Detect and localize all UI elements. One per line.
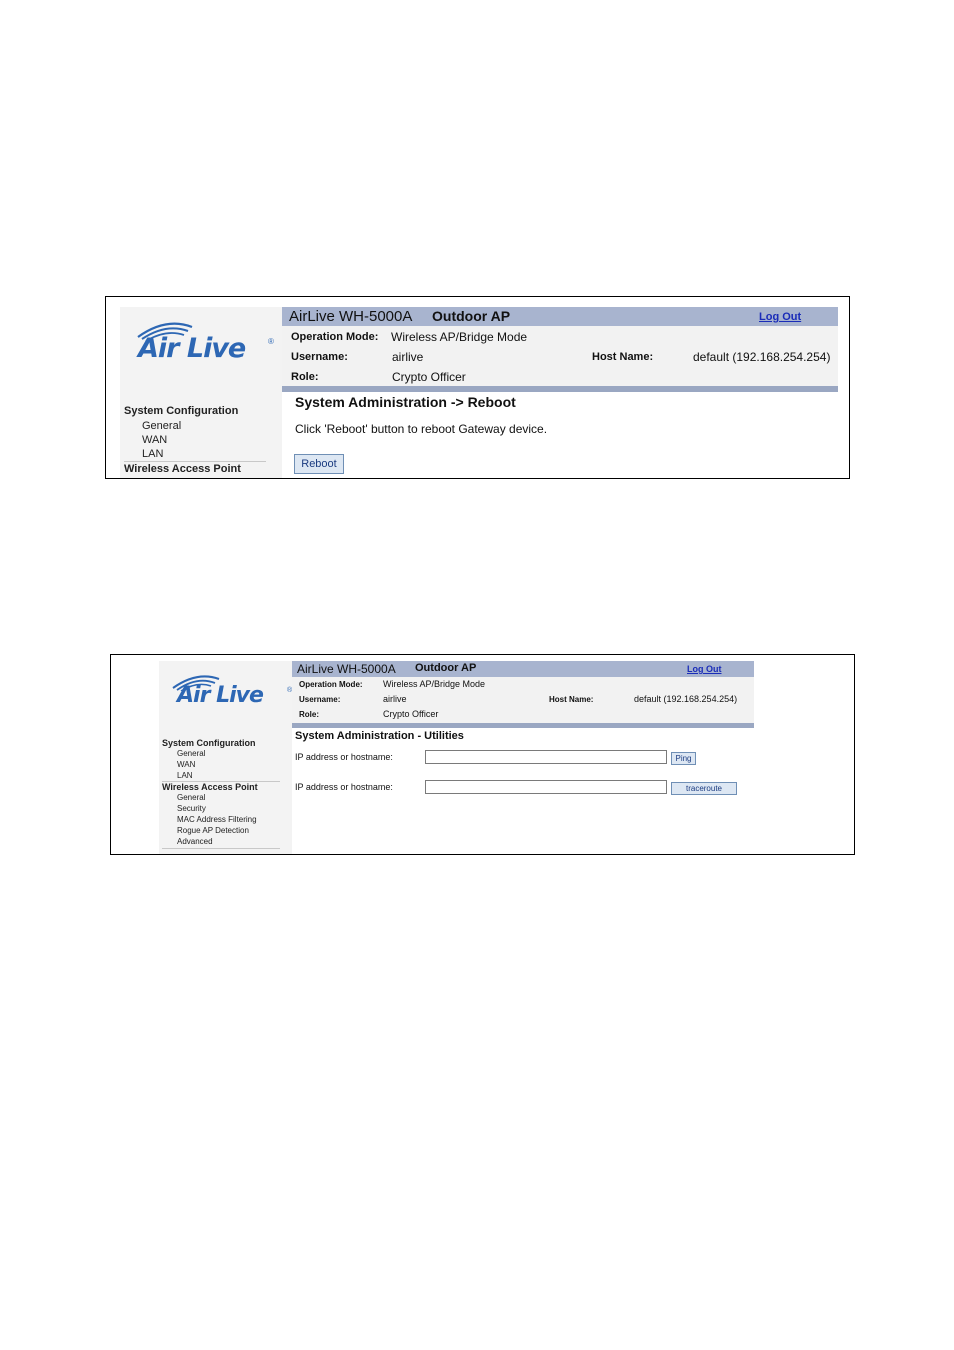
traceroute-host-label: IP address or hostname:	[295, 782, 393, 792]
nav-item-mac-address-filtering[interactable]: MAC Address Filtering	[177, 815, 257, 824]
host-name-label: Host Name:	[549, 695, 594, 704]
logo-text: Air Live	[138, 333, 246, 364]
main-panel	[292, 655, 754, 854]
role-label: Role:	[291, 371, 319, 383]
host-name-label: Host Name:	[592, 351, 654, 363]
role-value: Crypto Officer	[383, 709, 439, 719]
host-name-value: default (192.168.254.254)	[693, 350, 831, 364]
nav-item-general[interactable]: General	[142, 420, 182, 432]
operation-mode-value: Wireless AP/Bridge Mode	[383, 679, 486, 689]
registered-mark: ®	[268, 337, 274, 346]
nav-divider	[124, 461, 266, 462]
role-label: Role:	[299, 710, 319, 719]
nav-item-general[interactable]: General	[177, 749, 206, 758]
reboot-screenshot	[105, 296, 850, 479]
nav-item-advanced[interactable]: Advanced	[177, 837, 213, 846]
username-label: Username:	[299, 695, 341, 704]
operation-mode-label: Operation Mode:	[291, 331, 379, 343]
model-name: AirLive WH-5000A	[297, 662, 396, 676]
title-bar	[292, 661, 754, 677]
host-name-value: default (192.168.254.254)	[634, 694, 738, 704]
nav-item-wan[interactable]: WAN	[142, 434, 168, 446]
nav-item-rogue-ap-detection[interactable]: Rogue AP Detection	[177, 826, 249, 835]
traceroute-button[interactable]: traceroute	[671, 782, 737, 795]
logout-link[interactable]: Log Out	[759, 311, 802, 323]
airlive-logo	[132, 319, 282, 369]
nav-item-lan[interactable]: LAN	[177, 771, 193, 780]
main-panel	[282, 297, 838, 478]
page-description: Click 'Reboot' button to reboot Gateway device.	[295, 422, 548, 436]
nav-item-wap-general[interactable]: General	[177, 793, 206, 802]
session-info	[282, 326, 838, 386]
nav-wireless-access-point[interactable]: Wireless Access Point	[124, 463, 241, 475]
title-bar	[282, 307, 838, 326]
header-separator	[292, 723, 754, 728]
nav-divider-bottom	[162, 848, 280, 849]
username-label: Username:	[291, 351, 348, 363]
session-info	[292, 677, 754, 723]
nav-system-configuration[interactable]: System Configuration	[124, 405, 239, 417]
nav-item-lan[interactable]: LAN	[142, 448, 164, 460]
sidebar	[120, 307, 282, 478]
model-name: AirLive WH-5000A	[289, 308, 413, 325]
nav-wireless-access-point[interactable]: Wireless Access Point	[162, 782, 258, 792]
nav-item-wan[interactable]: WAN	[177, 760, 196, 769]
operation-mode-label: Operation Mode:	[299, 680, 363, 689]
sidebar	[159, 661, 292, 854]
page-title: System Administration -> Reboot	[295, 394, 516, 410]
nav-system-configuration[interactable]: System Configuration	[162, 738, 256, 748]
logo-text: Air Live	[177, 683, 263, 708]
role-value: Crypto Officer	[392, 370, 466, 384]
logout-link[interactable]: Log Out	[687, 664, 722, 674]
ping-host-input[interactable]	[425, 750, 667, 764]
registered-mark: ®	[287, 687, 293, 694]
ping-button[interactable]: Ping	[671, 752, 696, 765]
ping-host-label: IP address or hostname:	[295, 752, 393, 762]
operation-mode-value: Wireless AP/Bridge Mode	[391, 330, 528, 344]
airlive-logo	[169, 673, 294, 713]
product-name: Outdoor AP	[432, 308, 511, 324]
product-name: Outdoor AP	[415, 662, 477, 674]
traceroute-host-input[interactable]	[425, 780, 667, 794]
utilities-screenshot	[110, 654, 855, 855]
reboot-button[interactable]: Reboot	[294, 454, 344, 474]
username-value: airlive	[392, 350, 424, 364]
header-separator	[282, 386, 838, 392]
username-value: airlive	[383, 694, 407, 704]
page-title: System Administration - Utilities	[295, 730, 464, 742]
nav-item-security[interactable]: Security	[177, 804, 206, 813]
